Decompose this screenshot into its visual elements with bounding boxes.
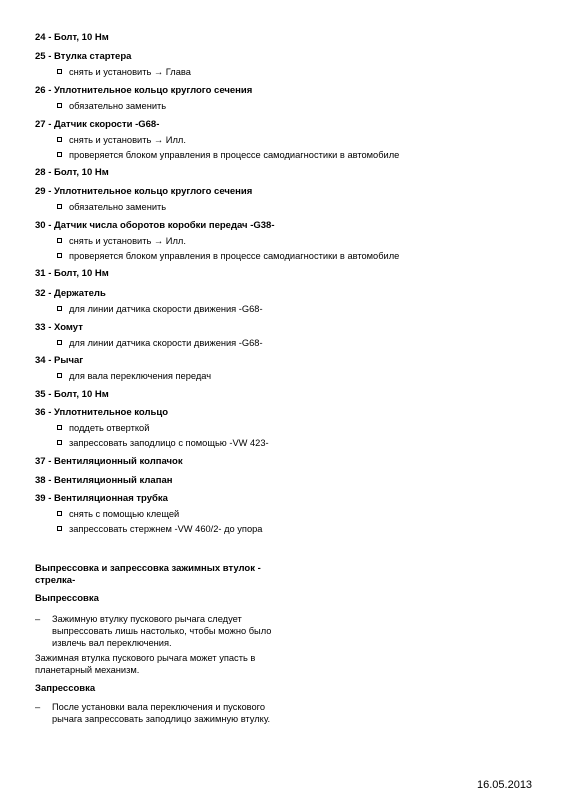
checkbox-bullet-icon: [57, 373, 62, 378]
section-title-line: стрелка-: [35, 575, 76, 586]
sub-bullet: [35, 437, 535, 449]
checkbox-bullet-icon: [57, 306, 62, 311]
item-title: 39 - Вентиляционная трубка: [35, 493, 168, 504]
item-title: 29 - Уплотнительное кольцо круглого сечения: [35, 186, 253, 197]
sub-bullet-text: снять и установить → Глава: [69, 67, 191, 77]
section-title-line: Выпрессовка и запрессовка зажимных втулок -: [35, 563, 261, 574]
sub-bullet: [35, 149, 535, 161]
pressin-step-text: [52, 701, 274, 725]
sub-bullet-text: снять с помощью клещей: [69, 509, 180, 519]
sub-bullet: [35, 100, 535, 112]
checkbox-bullet-icon: [57, 137, 62, 142]
pressout-note: [35, 652, 275, 676]
sub-bullet-text: снять и установить → Илл.: [69, 236, 186, 246]
item-title: 27 - Датчик скорости -G68-: [35, 119, 160, 130]
sub-bullet-text: обязательно заменить: [69, 202, 167, 212]
checkbox-bullet-icon: [57, 253, 62, 258]
legend-item: [35, 322, 535, 349]
legend-item: [35, 475, 535, 487]
item-title: 26 - Уплотнительное кольцо круглого сечения: [35, 85, 253, 96]
legend-item: [35, 119, 535, 161]
sub-bullet: [35, 201, 535, 213]
sub-bullet: [35, 370, 535, 382]
legend-item: [35, 493, 535, 535]
text-line: извлечь вал переключения.: [52, 638, 172, 648]
text-line: Зажимную втулку пускового рычага следует: [52, 614, 242, 624]
checkbox-bullet-icon: [57, 526, 62, 531]
legend-item: [35, 456, 535, 468]
legend-item: [35, 389, 535, 401]
item-title: 33 - Хомут: [35, 322, 83, 333]
sub-bullet: [35, 66, 535, 78]
text-line: планетарный механизм.: [35, 665, 140, 675]
legend-item: [35, 167, 535, 179]
legend-item: [35, 288, 535, 315]
sub-bullet-text: запрессовать заподлицо с помощью -VW 423-: [69, 438, 269, 448]
legend-item: [35, 220, 535, 262]
item-title: 24 - Болт, 10 Нм: [35, 32, 109, 43]
sub-bullet-text: обязательно заменить: [69, 101, 167, 111]
text-line: рычага запрессовать заподлицо зажимную втулку.: [52, 714, 271, 724]
legend-item: [35, 268, 535, 280]
checkbox-bullet-icon: [57, 340, 62, 345]
checkbox-bullet-icon: [57, 204, 62, 209]
legend-item: [35, 355, 535, 382]
sub-bullet: [35, 422, 535, 434]
checkbox-bullet-icon: [57, 69, 62, 74]
item-title: 37 - Вентиляционный колпачок: [35, 456, 183, 467]
footer-date: 16.05.2013: [477, 779, 533, 791]
checkbox-bullet-icon: [57, 425, 62, 430]
checkbox-bullet-icon: [57, 440, 62, 445]
checkbox-bullet-icon: [57, 238, 62, 243]
item-title: 32 - Держатель: [35, 288, 106, 299]
legend-item: [35, 186, 535, 213]
sub-bullet-text: для вала переключения передач: [69, 371, 212, 381]
pressin-heading: Запрессовка: [35, 683, 96, 694]
item-title: 31 - Болт, 10 Нм: [35, 268, 109, 279]
sub-bullet: [35, 250, 535, 262]
sub-bullet-text: проверяется блоком управления в процессе самодиагностики в автомобиле: [69, 251, 400, 261]
item-title: 28 - Болт, 10 Нм: [35, 167, 109, 178]
dash-bullet: –: [35, 614, 41, 624]
text-line: Зажимная втулка пускового рычага может упасть в: [35, 653, 256, 663]
legend-item: [35, 51, 535, 78]
sub-bullet: [35, 235, 535, 247]
pressout-step-text: [52, 613, 274, 649]
legend-item: [35, 85, 535, 112]
legend-item: [35, 407, 535, 449]
sub-bullet: [35, 134, 535, 146]
sub-bullet-text: запрессовать стержнем -VW 460/2- до упора: [69, 524, 263, 534]
item-title: 34 - Рычаг: [35, 355, 84, 366]
checkbox-bullet-icon: [57, 511, 62, 516]
sub-bullet-text: поддеть отверткой: [69, 423, 150, 433]
item-title: 36 - Уплотнительное кольцо: [35, 407, 168, 418]
item-title: 38 - Вентиляционный клапан: [35, 475, 173, 486]
checkbox-bullet-icon: [57, 103, 62, 108]
pressout-heading: Выпрессовка: [35, 593, 99, 604]
sub-bullet-text: для линии датчика скорости движения -G68-: [69, 338, 263, 348]
sub-bullet: [35, 523, 535, 535]
sub-bullet-text: для линии датчика скорости движения -G68-: [69, 304, 263, 314]
sub-bullet: [35, 337, 535, 349]
checkbox-bullet-icon: [57, 152, 62, 157]
legend-item: [35, 32, 535, 44]
text-line: После установки вала переключения и пускового: [52, 702, 266, 712]
dash-bullet: –: [35, 702, 41, 712]
item-title: 35 - Болт, 10 Нм: [35, 389, 109, 400]
sub-bullet-text: снять и установить → Илл.: [69, 135, 186, 145]
text-line: выпрессовать лишь настолько, чтобы можно было: [52, 626, 272, 636]
section-title: [35, 563, 275, 587]
sub-bullet: [35, 303, 535, 315]
item-title: 30 - Датчик числа оборотов коробки передач -G38-: [35, 220, 275, 231]
sub-bullet-text: проверяется блоком управления в процессе самодиагностики в автомобиле: [69, 150, 400, 160]
item-title: 25 - Втулка стартера: [35, 51, 132, 62]
sub-bullet: [35, 508, 535, 520]
